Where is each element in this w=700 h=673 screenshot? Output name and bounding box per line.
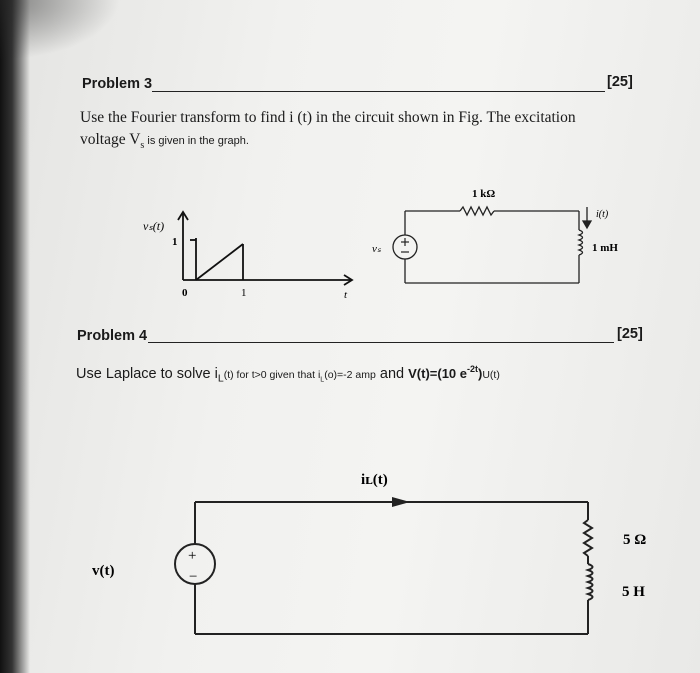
graph-origin-label: 0 [182, 287, 188, 299]
inductor-1mh-icon [579, 230, 583, 255]
page-shadow-corner [0, 0, 120, 60]
problem-4-rule [148, 342, 614, 343]
current-il-arrow-icon [392, 497, 410, 507]
problem-3-line-2: voltage $V_s$ is given in the graph. [80, 131, 249, 152]
problem-3-line-1: Use the Fourier transform to find i (t) in the circuit shown in Fig. The excitation [80, 109, 576, 126]
circuit-problem-4 [70, 460, 690, 650]
resistor-5ohm-label: 5 Ω [623, 532, 647, 548]
resistor-1k-label: 1 kΩ [472, 188, 496, 200]
graph-y-tick-label: 1 [172, 236, 178, 248]
resistor-5ohm-icon [584, 520, 592, 556]
inductor-5h-icon [588, 564, 593, 600]
problem-3-points: [25] [607, 74, 633, 90]
source-minus-sign: − [189, 569, 198, 585]
graph-x-tick-label: 1 [241, 287, 247, 299]
current-i-label: i(t) [596, 209, 609, 220]
graph-y-label: vₛ(t) [143, 219, 165, 233]
current-il-label: iʟ(t) [361, 472, 388, 488]
source-vs-label: vₛ [372, 243, 381, 255]
excitation-graph [130, 200, 360, 310]
inductor-5h-label: 5 H [622, 584, 645, 600]
source-vt-label: v(t) [92, 563, 115, 579]
page-shadow [0, 0, 30, 673]
source-plus-sign: + [188, 548, 197, 564]
problem-3-rule [152, 91, 605, 92]
inductor-1mh-label: 1 mH [592, 242, 618, 254]
circuit-problem-3 [360, 180, 660, 290]
graph-signal-ramp [196, 244, 243, 280]
current-arrow-icon [583, 221, 591, 228]
graph-x-label: t [344, 289, 348, 301]
problem-4-statement: Use Laplace to solve $i_L(t)$ for t>0 given that $i_L(o)=-2$ amp and V(t)=(10 $e^{-2t})U(t)$ [76, 364, 500, 385]
problem-4-title: Problem 4 [77, 328, 148, 344]
problem-3-title: Problem 3 [82, 76, 153, 92]
problem-3-statement [80, 107, 690, 157]
problem-4-points: [25] [617, 326, 643, 342]
resistor-1k-icon [460, 207, 494, 215]
